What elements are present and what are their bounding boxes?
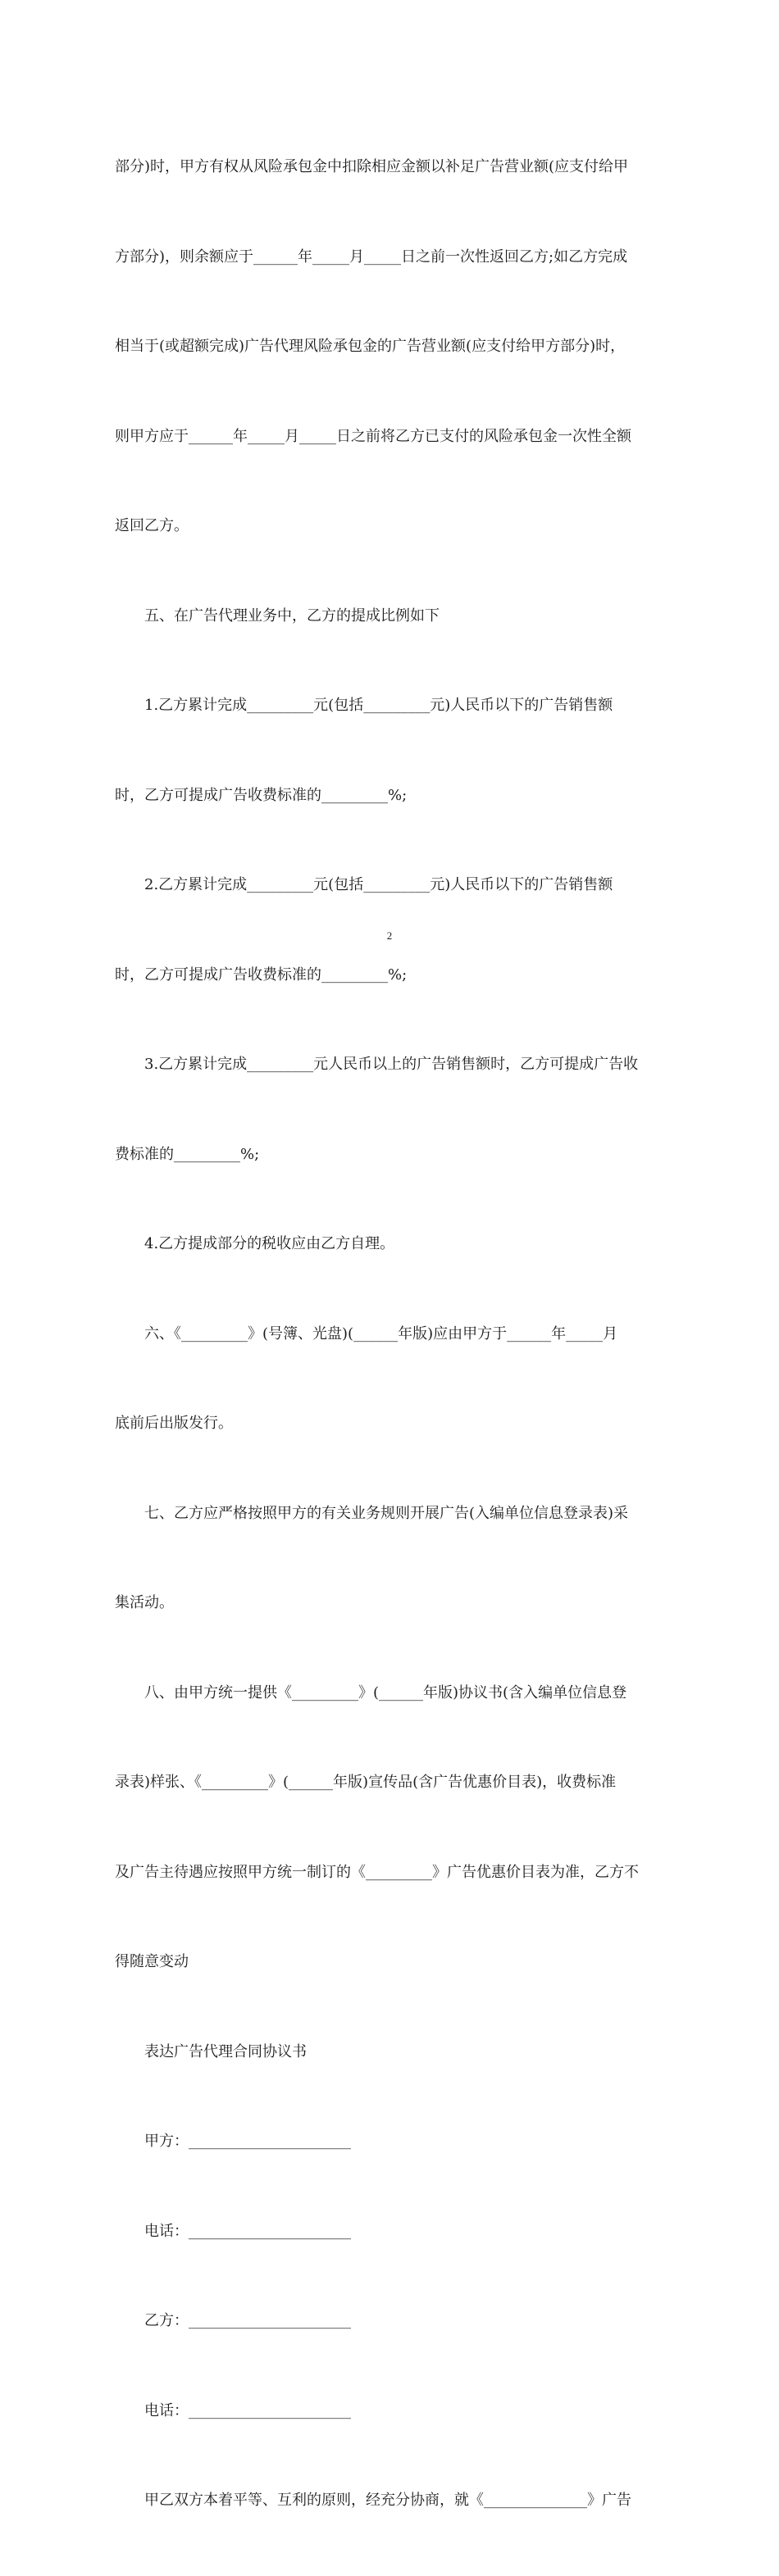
text-line: 集活动。 [115,1594,174,1611]
text-line: 2.乙方累计完成_________元(包括_________元)人民币以下的广告销售额 [115,876,613,893]
text-line: 七、乙方应严格按照甲方的有关业务规则开展广告(入编单位信息登录表)采 [115,1504,629,1522]
text-line: 则甲方应于______年_____月_____日之前将乙方已支付的风险承包金一次性全额 [115,427,631,445]
text-line: 八、由甲方统一提供《_________》(______年版)协议书(含入编单位信息登 [115,1683,627,1701]
text-line: 相当于(或超额完成)广告代理风险承包金的广告营业额(应支付给甲方部分)时， [115,338,626,355]
text-line: 电话：______________________ [115,2222,351,2240]
text-line: 六、《_________》(号簿、光盘)(______年版)应由甲方于______年_____月 [115,1324,618,1343]
text-line: 电话：______________________ [115,2401,351,2419]
text-line: 时，乙方可提成广告收费标准的_________%; [115,965,408,984]
text-line: 乙方：______________________ [115,2312,351,2329]
text-line: 4.乙方提成部分的税收应由乙方自理。 [115,1235,395,1252]
text-line: 返回乙方。 [115,517,189,534]
text-line: 时，乙方可提成广告收费标准的_________%; [115,786,408,804]
text-line: 费标准的_________%; [115,1145,260,1163]
page-number: 2 [386,929,393,942]
text-line: 甲乙双方本着平等、互利的原则，经充分协商，就《______________》广告 [115,2492,631,2509]
text-line: 1.乙方累计完成_________元(包括_________元)人民币以下的广告销售额 [115,697,613,714]
text-line: 表达广告代理合同协议书 [115,2042,307,2060]
text-line: 及广告主待遇应按照甲方统一制订的《_________》广告优惠价目表为准，乙方不 [115,1863,639,1881]
text-line: 部分)时，甲方有权从风险承包金中扣除相应金额以补足广告营业额(应支付给甲 [115,158,629,175]
text-line: 3.乙方累计完成_________元人民币以上的广告销售额时，乙方可提成广告收 [115,1056,639,1073]
text-line: 甲方：______________________ [115,2133,351,2150]
text-line: 得随意变动 [115,1953,189,1970]
text-line: 录表)样张、《_________》(______年版)宣传品(含广告优惠价目表)，收费标准 [115,1774,617,1791]
text-line: 方部分)，则余额应于______年_____月_____日之前一次性返回乙方;如乙方完成 [115,248,628,266]
text-line: 五、在广告代理业务中，乙方的提成比例如下 [115,607,440,625]
text-line: 底前后出版发行。 [115,1415,233,1432]
body-text [115,93,663,2576]
